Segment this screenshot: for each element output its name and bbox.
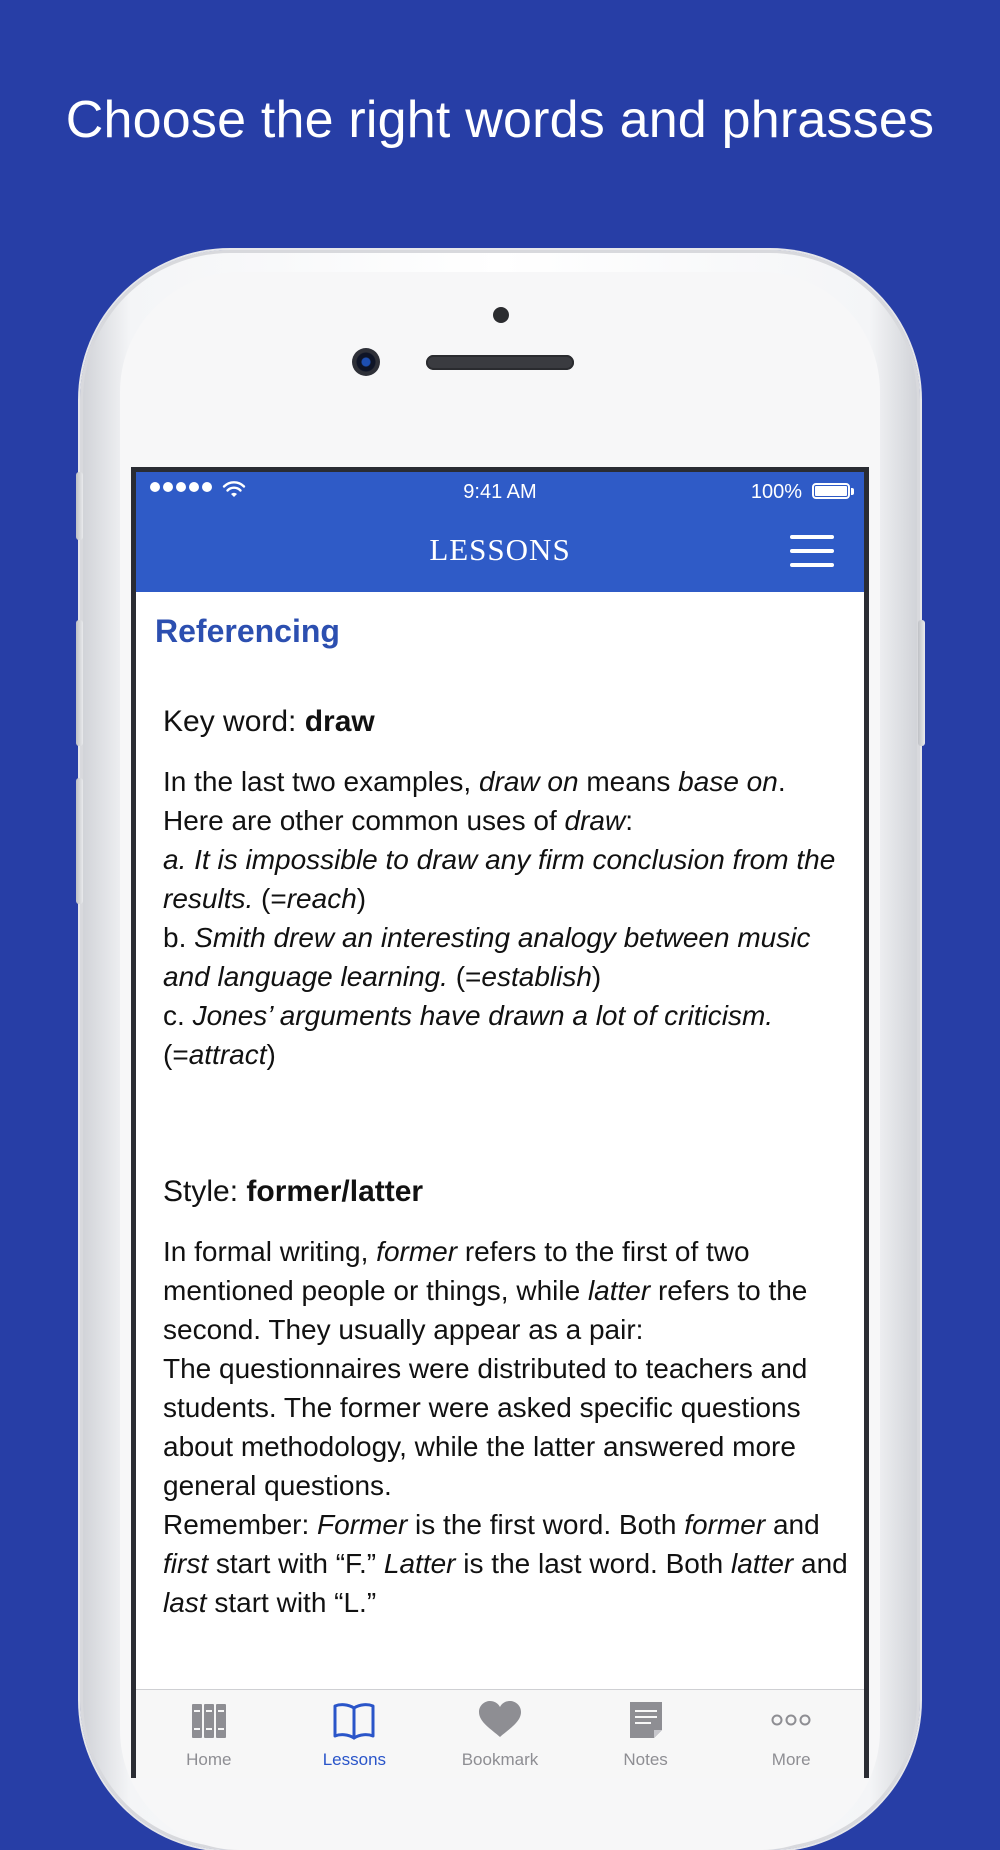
text-run: draw <box>564 805 626 836</box>
headline: Choose the right words and phrasses <box>65 91 935 149</box>
text-run: base on <box>678 766 778 797</box>
books-icon <box>186 1700 232 1740</box>
tab-label: More <box>771 1750 811 1769</box>
text-run: Smith drew an interesting analogy between music and language learning. <box>163 922 811 992</box>
status-time: 9:41 AM <box>463 481 537 503</box>
text-run: b. <box>163 922 195 953</box>
text-run: start with “F.” <box>208 1548 384 1579</box>
status-bar <box>136 472 864 512</box>
battery-percent: 100% <box>750 481 802 503</box>
text-run: refers to the second. They usually appear as a pair: <box>163 1275 808 1345</box>
tab-label: Notes <box>623 1750 668 1769</box>
text-run: former <box>684 1509 766 1540</box>
battery-icon <box>812 483 850 499</box>
text-run: . <box>777 766 786 797</box>
nav-title: LESSONS <box>429 532 571 567</box>
section-heading: Style: former/latter <box>163 1175 424 1208</box>
section-heading: Key word: draw <box>163 705 375 738</box>
mute-switch <box>76 472 83 540</box>
text-run: establish <box>481 961 592 992</box>
paragraph <box>163 840 853 918</box>
section-body <box>163 1232 853 1622</box>
app-screen <box>131 467 869 1778</box>
text-run: ) <box>266 1039 276 1070</box>
text-run: Remember: <box>163 1509 318 1540</box>
text-run: refers to the first of two mentioned people or things, while <box>163 1236 750 1306</box>
text-run: first <box>163 1548 209 1579</box>
front-camera <box>352 348 380 376</box>
text-run: is the first word. Both <box>407 1509 685 1540</box>
tab-lessons[interactable] <box>282 1690 428 1778</box>
more-dots-icon <box>768 1700 814 1740</box>
text-run: Latter <box>383 1548 456 1579</box>
text-run: ) <box>591 961 602 992</box>
text-run: Here are other common uses of <box>163 805 565 836</box>
paragraph <box>163 996 853 1074</box>
text-run: (= <box>447 961 482 992</box>
tab-bar <box>136 1689 864 1778</box>
tab-more[interactable] <box>718 1690 864 1778</box>
text-run: latter <box>587 1275 651 1306</box>
paragraph <box>163 918 853 996</box>
text-run: latter <box>730 1548 794 1579</box>
text-run: is the last word. Both <box>455 1548 731 1579</box>
paragraph <box>163 1349 853 1505</box>
text-run: means <box>578 766 679 797</box>
text-run: In the last two examples, <box>163 766 479 797</box>
section-style <box>163 1172 853 1622</box>
paragraph <box>163 1505 853 1622</box>
text-run: a. It is impossible to draw any firm conclusion from the results. <box>163 844 836 914</box>
paragraph <box>163 1232 853 1349</box>
text-run: and <box>765 1509 820 1540</box>
heart-icon <box>477 1700 523 1740</box>
text-run: In formal writing, <box>163 1236 377 1267</box>
text-run: : <box>625 805 633 836</box>
battery-cap <box>851 488 854 495</box>
section-key-word <box>163 702 853 1074</box>
section-body <box>163 762 853 1074</box>
text-run: c. <box>163 1000 193 1031</box>
tab-label: Bookmark <box>461 1750 539 1769</box>
power-button <box>918 620 925 746</box>
earpiece-speaker <box>426 355 574 370</box>
volume-up-button <box>76 620 83 746</box>
text-run: draw on <box>478 766 579 797</box>
text-run: reach <box>286 883 357 914</box>
text-run: Jones’ arguments have drawn a lot of criticism. <box>192 1000 774 1031</box>
text-run: The questionnaires were distributed to teachers and students. The former were asked specific questions about methodology, while the latter answered more general questions. <box>163 1353 808 1501</box>
text-run: and <box>793 1548 848 1579</box>
open-book-icon <box>331 1700 377 1740</box>
lesson-title: Referencing <box>155 613 340 649</box>
tab-bookmark[interactable] <box>427 1690 573 1778</box>
tab-label: Lessons <box>322 1750 387 1769</box>
text-run: former <box>376 1236 458 1267</box>
text-run: (= <box>163 1039 189 1070</box>
tab-home[interactable] <box>136 1690 282 1778</box>
text-run: ) <box>356 883 367 914</box>
proximity-sensor <box>493 307 509 323</box>
note-icon <box>623 1700 669 1740</box>
text-run: (= <box>253 883 287 914</box>
paragraph <box>163 801 853 840</box>
nav-bar <box>136 512 864 592</box>
text-run: start with “L.” <box>206 1587 377 1618</box>
tab-label: Home <box>186 1750 232 1769</box>
tab-notes[interactable] <box>573 1690 719 1778</box>
paragraph <box>163 762 853 801</box>
hamburger-menu-icon[interactable] <box>790 535 834 567</box>
text-run: attract <box>188 1039 267 1070</box>
lesson-content[interactable] <box>136 592 864 1662</box>
text-run: Former <box>317 1509 408 1540</box>
text-run: last <box>163 1587 207 1618</box>
volume-down-button <box>76 778 83 904</box>
